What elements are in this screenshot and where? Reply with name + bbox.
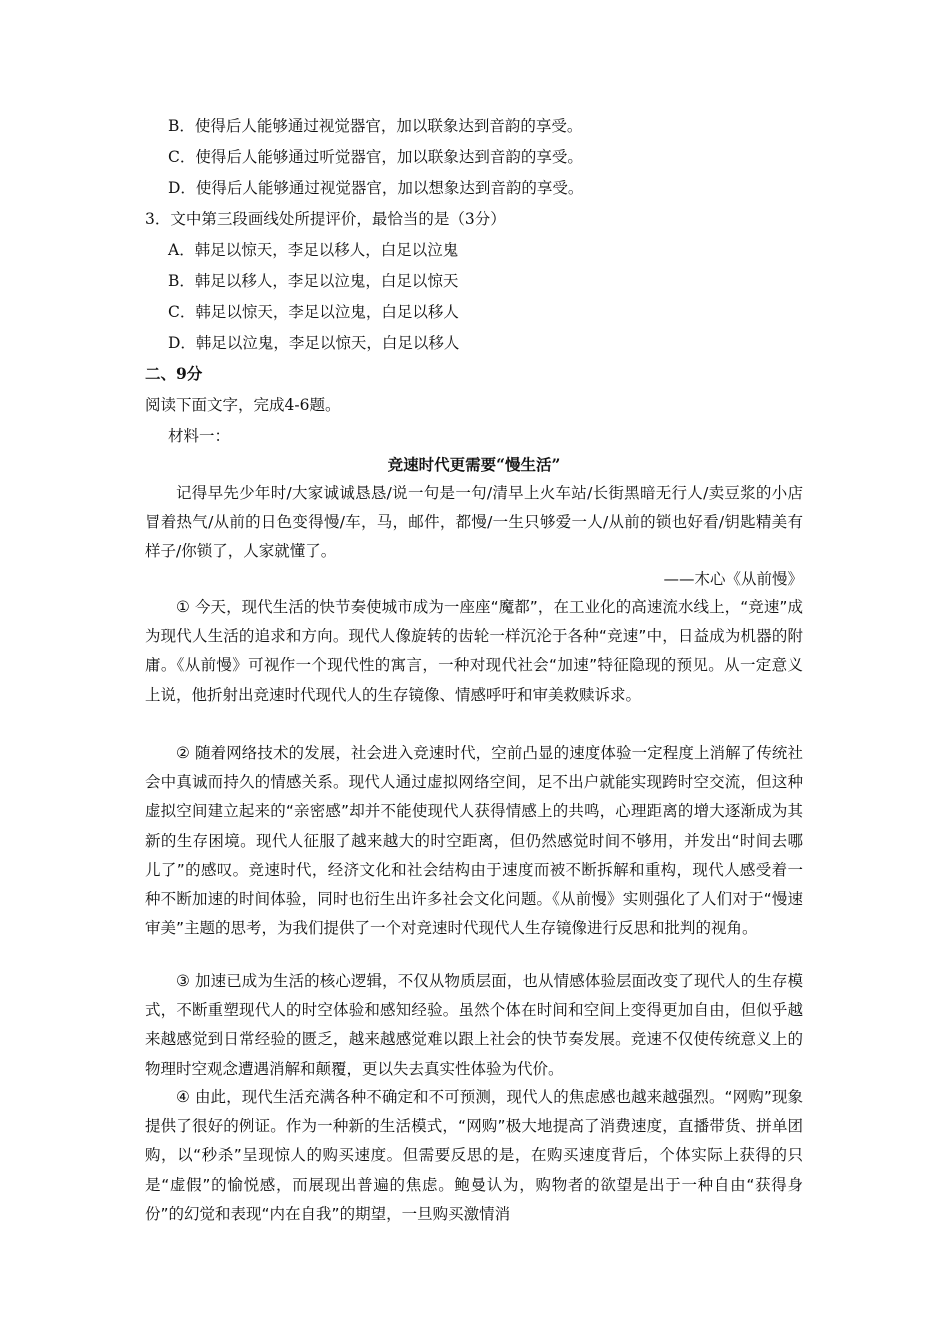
q3-option-c: C．韩足以惊天，李足以泣鬼，白足以移人 xyxy=(168,303,459,321)
section-instruction: 阅读下面文字，完成4-6题。 xyxy=(145,396,341,414)
section-heading: 二、9分 xyxy=(145,364,203,383)
paragraph-3: ③ 加速已成为生活的核心逻辑，不仅从物质层面，也从情感体验层面改变了现代人的生存模式，不断重塑现代人的时空体验和感知经验。虽然个体在时间和空间上变得更加自由，但似乎越来越感觉到日常经验的匮乏，越来越感觉难以跟上社会的快节奏发展。竞速不仅使传统意义上的物理时空观念遭遇消解和颠覆，更以失去真实性体验为代价。 xyxy=(145,972,803,1078)
material-label: 材料一： xyxy=(168,427,231,445)
q3-option-b: B．韩足以移人，李足以泣鬼，白足以惊天 xyxy=(168,272,459,290)
article-title: 竞速时代更需要“慢生活” xyxy=(387,455,561,474)
q3-option-d: D．韩足以泣鬼，李足以惊天，白足以移人 xyxy=(168,334,460,352)
paragraph-1: ① 今天，现代生活的快节奏使城市成为一座座“魔都”，在工业化的高速流水线上，“竞速”成为现代人生活的追求和方向。现代人像旋转的齿轮一样沉沦于各种“竞速”中，日益成为机器的附庸。《从前慢》可视作一个现代性的寓言，一种对现代社会“加速”特征隐现的预见。从一定意义上说，他折射出竞速时代现代人的生存镜像、情感呼吁和审美救赎诉求。 xyxy=(145,598,803,704)
q3-stem: 3．文中第三段画线处所提评价，最恰当的是（3分） xyxy=(145,210,506,228)
poem-quote: 记得早先少年时/大家诚诚恳恳/说一句是一句/清早上火车站/长街黑暗无行人/卖豆浆的小店冒着热气/从前的日色变得慢/车，马，邮件，都慢/一生只够爱一人/从前的锁也好看/钥匙精美有样子/你锁了，人家就懂了。 xyxy=(145,484,803,561)
q3-option-a: A．韩足以惊天，李足以移人，白足以泣鬼 xyxy=(168,241,459,259)
q2-option-c: C．使得后人能够通过听觉器官，加以联象达到音韵的享受。 xyxy=(168,148,583,166)
q2-option-b: B．使得后人能够通过视觉器官，加以联象达到音韵的享受。 xyxy=(168,117,583,135)
poem-source: ——木心《从前慢》 xyxy=(663,570,803,588)
paragraph-2: ② 随着网络技术的发展，社会进入竞速时代，空前凸显的速度体验一定程度上消解了传统社会中真诚而持久的情感关系。现代人通过虚拟网络空间，足不出户就能实现跨时空交流，但这种虚拟空间建立起来的“亲密感”却并不能使现代人获得情感上的共鸣，心理距离的增大逐渐成为其新的生存困境。现代人征服了越来越大的时空距离，但仍然感觉时间不够用，并发出“时间去哪儿了”的感叹。竞速时代，经济文化和社会结构由于速度而被不断拆解和重构，现代人感受着一种不断加速的时间体验，同时也衍生出许多社会文化问题。《从前慢》实则强化了人们对于“慢速审美”主题的思考，为我们提供了一个对竞速时代现代人生存镜像进行反思和批判的视角。 xyxy=(145,744,803,938)
q2-option-d: D．使得后人能够通过视觉器官，加以想象达到音韵的享受。 xyxy=(168,179,584,197)
paragraph-4: ④ 由此，现代生活充满各种不确定和不可预测，现代人的焦虑感也越来越强烈。“网购”现象提供了很好的例证。作为一种新的生活模式，“网购”极大地提高了消费速度，直播带货、拼单团购，以“秒杀”呈现惊人的购买速度。但需要反思的是，在购买速度背后，个体实际上获得的只是“虚假”的愉悦感，而展现出普遍的焦虑。鲍曼认为，购物者的欲望是出于一种自由“获得身份”的幻觉和表现“内在自我”的期望，一旦购买激情消 xyxy=(145,1088,803,1223)
